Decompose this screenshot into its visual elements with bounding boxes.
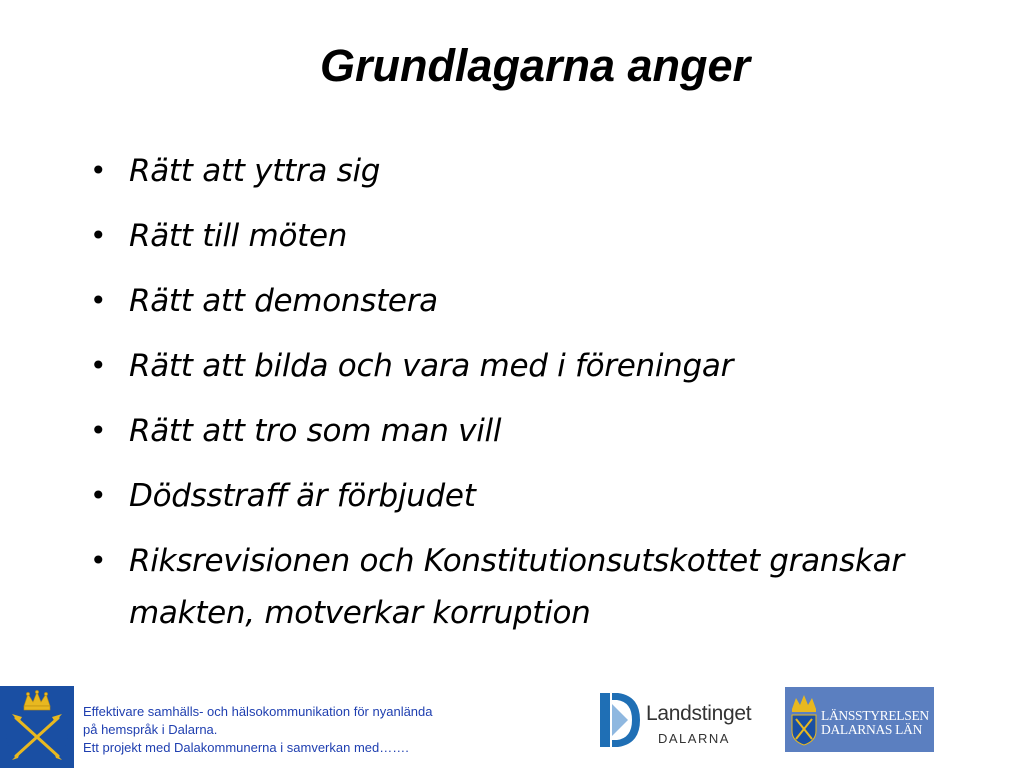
bullet-item [88,275,988,327]
footer-project-text [83,703,433,757]
dalarna-coat-of-arms-logo [0,686,74,768]
footer-line: Ett projekt med Dalakommunerna i samverkan med……. [83,740,409,755]
dalarna-crossed-arrows-icon [0,686,74,768]
bullet-dot: • [90,219,107,252]
lansstyrelsen-logo [785,687,934,752]
bullet-dot: • [90,154,107,187]
lansstyrelsen-line2: DALARNAS LÄN [821,722,923,737]
lansstyrelsen-text [821,709,929,737]
footer-line: på hemspråk i Dalarna. [83,722,218,737]
bullet-text: Rätt att demonstera [129,283,438,319]
bullet-item [88,470,988,522]
bullet-text: Rätt till möten [129,218,348,254]
bullet-item [88,535,988,639]
footer-line: Effektivare samhälls- och hälsokommunikation för nyanlända [83,704,433,719]
bullet-item [88,340,988,392]
bullet-text: Rätt att bilda och vara med i föreningar [129,348,734,384]
bullet-dot: • [90,349,107,382]
landstinget-region: DALARNA [658,731,730,746]
lansstyrelsen-line1: LÄNSSTYRELSEN [821,708,929,723]
bullet-text: Rätt att tro som man vill [129,413,502,449]
bullet-dot: • [90,414,107,447]
bullet-dot: • [90,544,107,577]
lansstyrelsen-crown-icon [789,691,819,747]
bullet-list [88,145,988,652]
bullet-dot: • [90,284,107,317]
landstinget-dalarna-logo [598,690,758,754]
bullet-text: Rätt att yttra sig [129,153,381,189]
bullet-text: Dödsstraff är förbjudet [129,478,476,514]
landstinget-name: Landstinget [646,702,752,725]
slide-title: Grundlagarna anger [319,40,751,91]
bullet-item [88,210,988,262]
bullet-text: Riksrevisionen och Konstitutionsutskottet granskar makten, motverkar korruption [129,543,904,631]
landstinget-d-mark-icon [598,690,642,750]
bullet-item [88,405,988,457]
bullet-item [88,145,988,197]
bullet-dot: • [90,479,107,512]
